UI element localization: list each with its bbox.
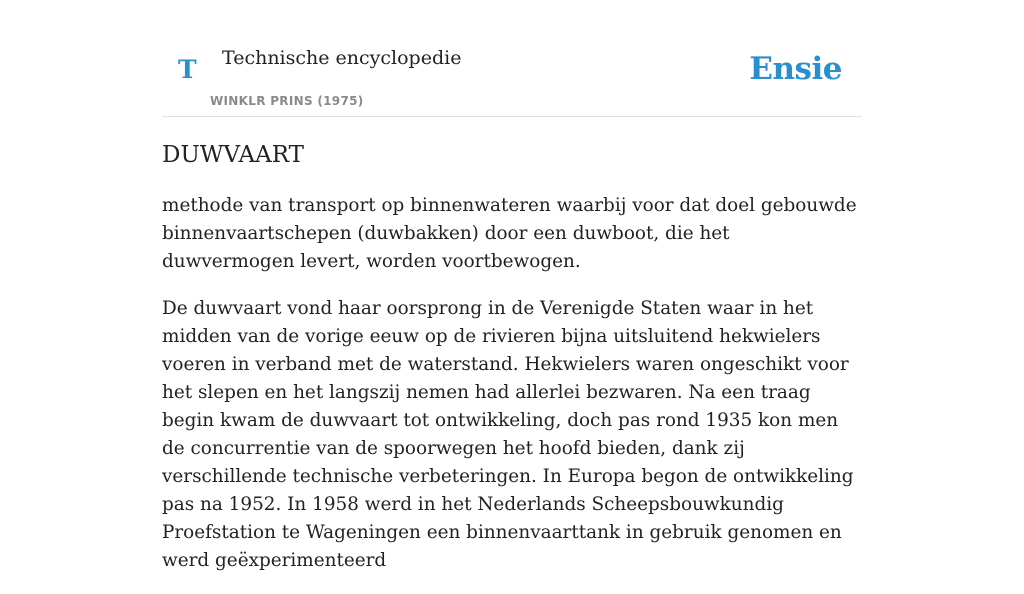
article-paragraph: De duwvaart vond haar oorsprong in de Verenigde Staten waar in het midden van de vorige eeuw op de rivieren bijna uitsluitend hekwielers voeren in verband met de waterstand. Hekwielers waren ongeschikt voor het slepen en het langszij nemen had allerlei bezwaren. Na een traag begin kwam de duwvaart tot ontwikkeling, doch pas rond 1935 kon men de concurrentie van de spoorwegen het hoofd bieden, dank zij verschillende technische verbeteringen. In Europa begon de ontwikkeling pas na 1952. In 1958 werd in het Nederlands Scheepsbouwkundig Proefstation te Wageningen een binnenvaarttank in gebruik genomen en werd geëxperimenteerd <box>162 298 854 571</box>
source-subtitle: WINKLR PRINS (1975) <box>210 94 364 108</box>
article-paragraph: methode van transport op binnenwateren waarbij voor dat doel gebouwde binnenvaartschepen (duwbakken) door een duwboot, die het duwvermogen levert, worden voortbewogen. <box>162 195 857 272</box>
article-body <box>162 192 862 594</box>
page <box>162 0 862 571</box>
source-title-link[interactable]: Technische encyclopedie <box>222 47 462 69</box>
source-logo-letter[interactable]: T <box>178 55 197 84</box>
ensie-logo-link[interactable]: Ensie <box>749 51 842 87</box>
article-title: DUWVAART <box>162 142 304 168</box>
source-header <box>162 0 862 117</box>
